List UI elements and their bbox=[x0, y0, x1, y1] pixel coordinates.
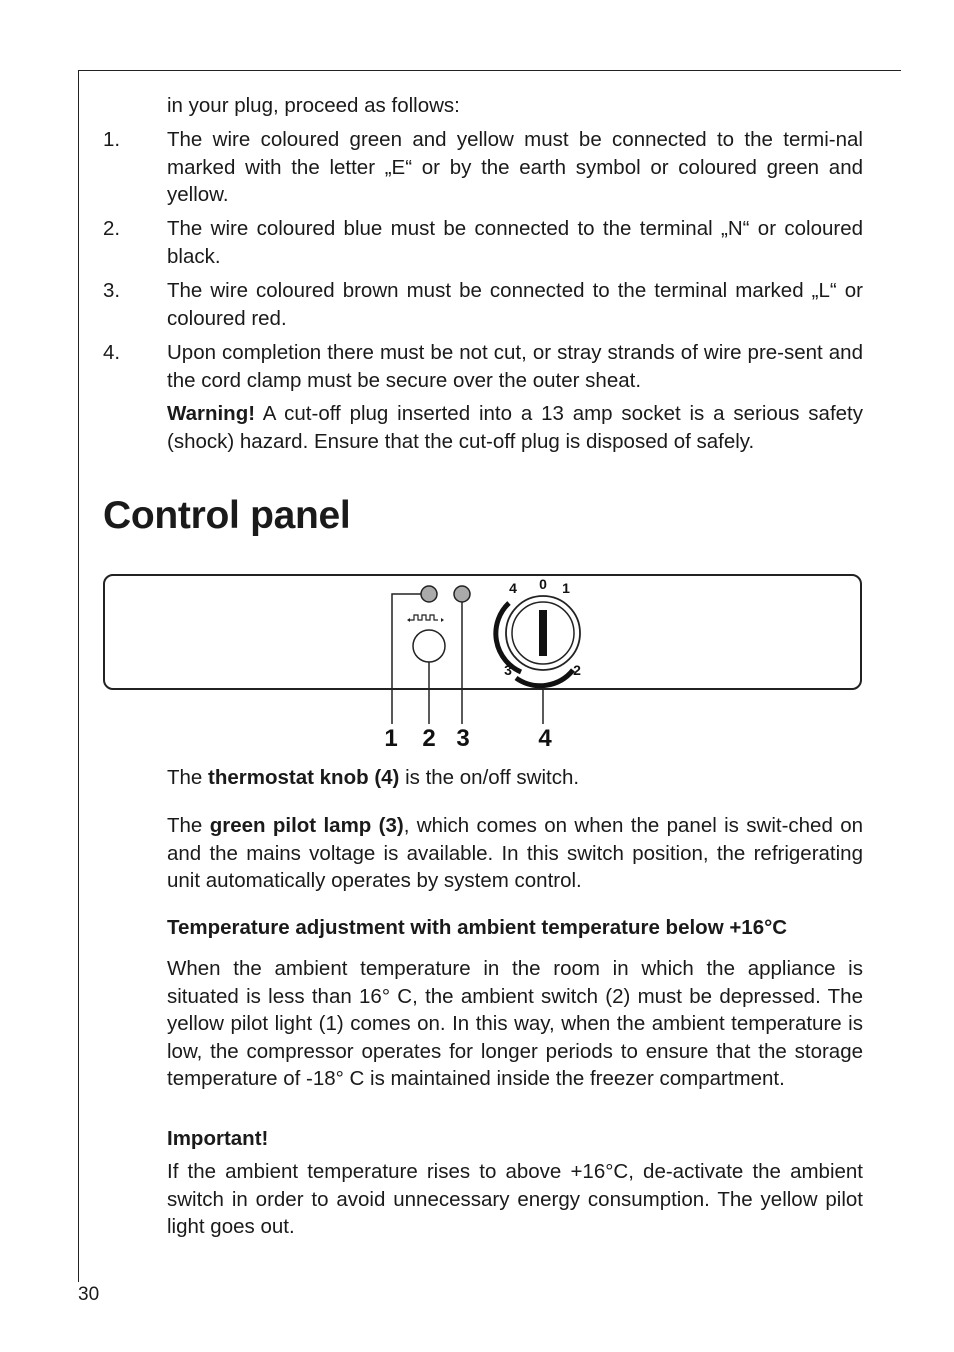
step-number: 1. bbox=[103, 128, 121, 151]
dial-arc-bottom bbox=[516, 670, 573, 686]
important-paragraph: If the ambient temperature rises to above +16°C, de-activate the ambient switch in order to avoid unnecessary energy consumption. The yellow pilot light goes out. bbox=[167, 1160, 863, 1238]
callout-4: 4 bbox=[538, 725, 552, 752]
dial-mark-4: 4 bbox=[509, 580, 517, 596]
intro-text: in your plug, proceed as follows: bbox=[167, 94, 460, 117]
dial-mark-2: 2 bbox=[573, 662, 581, 678]
ambient-wave-icon bbox=[410, 615, 438, 620]
step-number: 4. bbox=[103, 341, 121, 364]
callout-1: 1 bbox=[384, 725, 398, 752]
temperature-subheading: Temperature adjustment with ambient temperature below +16°C bbox=[167, 916, 788, 939]
yellow-pilot-light-icon bbox=[421, 586, 437, 602]
text-span: The bbox=[167, 766, 209, 789]
step-text: The wire coloured green and yellow must be connected to the termi-nal marked with the letter „E“ or by the earth symbol or coloured green and yellow. bbox=[167, 128, 863, 206]
callout-2: 2 bbox=[422, 725, 436, 752]
ambient-switch-button[interactable] bbox=[413, 630, 445, 662]
pilot-lamp-term: green pilot lamp (3) bbox=[209, 814, 404, 837]
leader-line-1 bbox=[392, 594, 421, 724]
pilot-lamp-paragraph bbox=[167, 812, 863, 895]
warning-paragraph bbox=[167, 400, 863, 455]
panel-outline bbox=[104, 575, 861, 689]
arrow-right-icon bbox=[441, 618, 444, 622]
step-number: 3. bbox=[103, 279, 121, 302]
dial-mark-0: 0 bbox=[539, 576, 547, 592]
important-label: Important! bbox=[167, 1127, 269, 1150]
text-span: The bbox=[167, 814, 210, 837]
control-panel-diagram bbox=[0, 560, 954, 760]
dial-mark-3: 3 bbox=[504, 662, 512, 678]
step-text: Upon completion there must be not cut, or stray strands of wire pre-sent and the cord clamp must be secure over the outer sheat. bbox=[167, 341, 863, 392]
step-text: The wire coloured blue must be connected to the terminal „N“ or coloured black. bbox=[167, 217, 863, 268]
ambient-paragraph: When the ambient temperature in the room in which the appliance is situated is less than 16° C, the ambient switch (2) must be depressed. The yellow pilot light (1) comes on. In this way, when the ambient temperature is low, the compressor operates for longer periods to ensure that the storage temperature of -18° C is maintained inside the freezer compartment. bbox=[167, 957, 863, 1090]
section-heading: Control panel bbox=[103, 494, 351, 537]
step-text: The wire coloured brown must be connected to the terminal marked „L“ or coloured red. bbox=[167, 279, 863, 330]
thermostat-paragraph bbox=[167, 764, 863, 792]
callout-3: 3 bbox=[456, 725, 470, 752]
page-number: 30 bbox=[78, 1284, 100, 1305]
arrow-left-icon bbox=[407, 618, 410, 622]
top-rule bbox=[78, 70, 901, 71]
warning-text: A cut-off plug inserted into a 13 amp socket is a serious safety (shock) hazard. Ensure that the cut-off plug is disposed of safely. bbox=[167, 402, 863, 453]
dial-mark-1: 1 bbox=[562, 580, 570, 596]
text-span: , which comes on when the panel is swit-ched on and the mains voltage is available. In this switch position, the refrigerating unit automatically operates by system control. bbox=[167, 814, 864, 892]
knob-indicator bbox=[539, 610, 547, 656]
thermostat-term: thermostat knob (4) bbox=[208, 766, 400, 789]
warning-label: Warning! bbox=[167, 402, 256, 425]
green-pilot-lamp-icon bbox=[454, 586, 470, 602]
step-number: 2. bbox=[103, 217, 121, 240]
text-span: is the on/off switch. bbox=[399, 766, 580, 789]
